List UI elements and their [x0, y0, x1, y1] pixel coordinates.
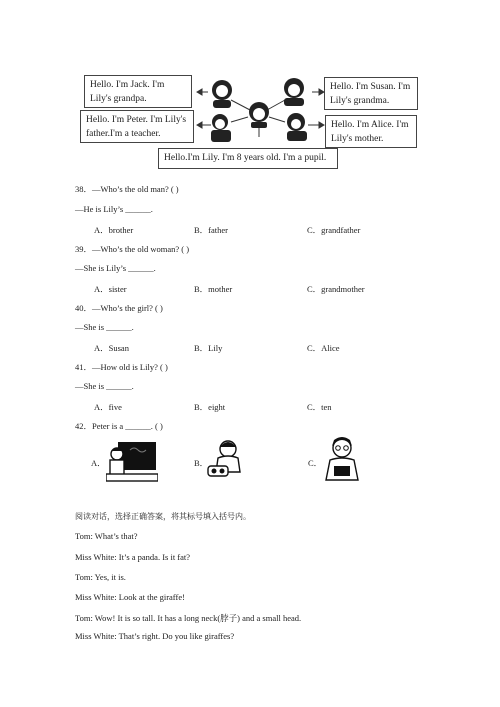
answer-line: —He is Lily’s ______.: [75, 204, 153, 214]
answer-line: —She is ______.: [75, 381, 134, 391]
option-b[interactable]: B．father: [194, 225, 228, 235]
option-a[interactable]: A．sister: [94, 284, 127, 294]
teacher-at-blackboard-icon: [106, 440, 158, 484]
reading-instruction: 阅读对话，选择正确答案，将其标号填入括号内。: [75, 512, 251, 521]
question-text: 38．—Who’s the old man? ( ): [75, 184, 179, 194]
option-c[interactable]: C．ten: [307, 402, 332, 412]
speech-alice: Hello. I'm Alice. I'm Lily's mother.: [325, 115, 417, 148]
question-text: 40．—Who’s the girl? ( ): [75, 303, 163, 313]
answer-line: —She is ______.: [75, 322, 134, 332]
dialogue-line: Miss White: That’s right. Do you like giraffes?: [75, 631, 235, 641]
speech-peter: Hello. I'm Peter. I'm Lily's father.I'm a teacher.: [80, 110, 194, 143]
option-b[interactable]: B．eight: [194, 402, 226, 412]
option-a[interactable]: A．brother: [94, 225, 134, 235]
option-b[interactable]: B．: [194, 458, 209, 468]
dialogue-line: Tom: Wow! It is so tall. It has a long neck(脖子) and a small head.: [75, 613, 302, 623]
option-b[interactable]: B．Lily: [194, 343, 223, 353]
option-a[interactable]: A．five: [94, 402, 122, 412]
option-c[interactable]: C．grandfather: [307, 225, 361, 235]
option-c[interactable]: C．grandmother: [307, 284, 365, 294]
doctor-icon: [322, 436, 362, 484]
dialogue-line: Tom: What’s that?: [75, 531, 138, 541]
option-c[interactable]: C．: [308, 458, 323, 468]
speech-jack: Hello. I'm Jack. I'm Lily's grandpa.: [84, 75, 192, 108]
speech-lily: Hello.I'm Lily. I'm 8 years old. I'm a pupil.: [158, 148, 338, 169]
dialogue-line: Tom: Yes, it is.: [75, 572, 126, 582]
question-text: 39．—Who’s the old woman? ( ): [75, 244, 190, 254]
dialogue-line: Miss White: It’s a panda. Is it fat?: [75, 552, 191, 562]
question-text: 42．Peter is a ______. ( ): [75, 421, 163, 431]
option-a[interactable]: A．Susan: [94, 343, 129, 353]
question-text: 41．—How old is Lily? ( ): [75, 362, 168, 372]
speech-susan: Hello. I'm Susan. I'm Lily's grandma.: [324, 77, 418, 110]
option-a[interactable]: A．: [91, 458, 106, 468]
answer-line: —She is Lily’s ______.: [75, 263, 156, 273]
worker-at-machine-icon: [204, 438, 246, 482]
family-portraits-icon: [195, 72, 325, 152]
option-b[interactable]: B．mother: [194, 284, 233, 294]
option-c[interactable]: C．Alice: [307, 343, 340, 353]
dialogue-line: Miss White: Look at the giraffe!: [75, 592, 185, 602]
